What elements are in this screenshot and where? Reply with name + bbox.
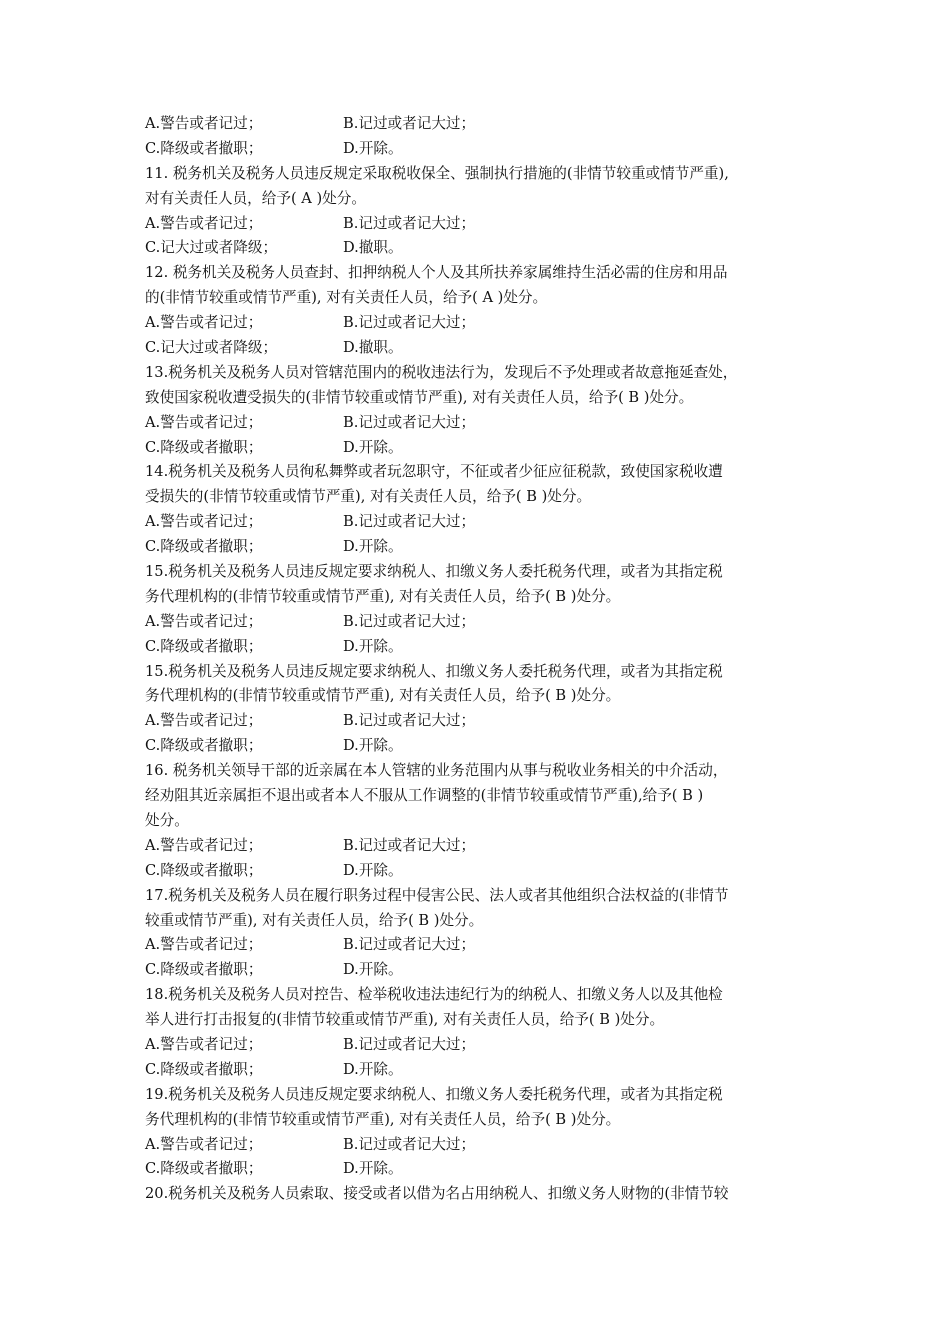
question-text-line: 11. 税务机关及税务人员违反规定采取税收保全、强制执行措施的(非情节较重或情节严重), [145,164,729,182]
question-list [145,162,810,1183]
option-c: C.记大过或者降级； [145,339,278,357]
option-c: C.降级或者撤职； [145,139,263,157]
question-block [145,162,810,262]
question-text-line: 对有关责任人员，给予( A )处分。 [145,189,366,207]
question-text-line: 12. 税务机关及税务人员查封、扣押纳税人个人及其所扶养家属维持生活必需的住房和用品 [145,264,728,282]
option-c: C.降级或者撤职； [145,438,263,456]
option-d: D.开除。 [343,139,403,157]
question-block [145,884,810,984]
option-a: A.警告或者记过； [145,712,263,730]
question-text-line: 19.税务机关及税务人员违反规定要求纳税人、扣缴义务人委托税务代理，或者为其指定税 [145,1085,723,1103]
option-a: A.警告或者记过； [145,115,263,132]
question-text-line: 举人进行打击报复的(非情节较重或情节严重), 对有关责任人员，给予( B )处分。 [145,1011,665,1029]
options-row-ab [145,709,810,734]
options-row-cd [145,535,810,560]
options-row-ab [145,411,810,436]
question-block [145,983,810,1083]
options-row-ab [145,1133,810,1158]
option-a: A.警告或者记过； [145,1035,263,1053]
question-block [145,660,810,760]
options-row-cd [145,635,810,660]
option-b: B.记过或者记大过； [343,314,476,332]
option-d: D.开除。 [343,1160,403,1178]
question-text-line: 14.税务机关及税务人员徇私舞弊或者玩忽职守，不征或者少征应征税款，致使国家税收遭 [145,463,723,481]
question-block [145,560,810,660]
question-text-line: 经劝阻其近亲属拒不退出或者本人不服从工作调整的(非情节较重或情节严重),给予( B ) [145,787,704,805]
option-d: D.开除。 [343,438,403,456]
question-block [145,460,810,560]
question-text-line: 务代理机构的(非情节较重或情节严重), 对有关责任人员，给予( B )处分。 [145,1110,621,1128]
question-text-line: 18.税务机关及税务人员对控告、检举税收违法违纪行为的纳税人、扣缴义务人以及其他检 [145,986,723,1004]
options-row-cd [145,336,810,361]
option-b: B.记过或者记大过； [343,413,476,431]
option-a: A.警告或者记过； [145,612,263,630]
question-text-line: 受损失的(非情节较重或情节严重), 对有关责任人员，给予( B )处分。 [145,488,592,506]
options-row-cd [145,958,810,983]
option-c: C.降级或者撤职； [145,861,263,879]
question-text-line: 17.税务机关及税务人员在履行职务过程中侵害公民、法人或者其他组织合法权益的(非情节 [145,886,729,904]
option-c: C.降级或者撤职； [145,1060,263,1078]
option-c: C.降级或者撤职； [145,538,263,556]
options-row-cd [145,859,810,884]
options-row-ab [145,610,810,635]
option-a: A.警告或者记过； [145,836,263,854]
option-d: D.开除。 [343,861,403,879]
option-c: C.降级或者撤职； [145,961,263,979]
options-row-cd [145,436,810,461]
option-b: B.记过或者记大过； [343,214,476,232]
question-block [145,1083,810,1183]
question-block [145,361,810,461]
question-text-line: 较重或情节严重), 对有关责任人员，给予( B )处分。 [145,911,484,929]
options-row-ab [145,311,810,336]
question-text-line: 务代理机构的(非情节较重或情节严重), 对有关责任人员，给予( B )处分。 [145,587,621,605]
options-row-cd [145,236,810,261]
option-a: A.警告或者记过； [145,214,263,232]
options-row-ab [145,112,810,137]
option-b: B.记过或者记大过； [343,115,476,132]
option-b: B.记过或者记大过； [343,936,476,954]
option-a: A.警告或者记过； [145,1135,263,1153]
option-c: C.降级或者撤职； [145,1160,263,1178]
option-b: B.记过或者记大过； [343,513,476,531]
question-text-line: 15.税务机关及税务人员违反规定要求纳税人、扣缴义务人委托税务代理，或者为其指定税 [145,563,723,581]
options-row-ab [145,834,810,859]
question-text-line: 13.税务机关及税务人员对管辖范围内的税收违法行为，发现后不予处理或者故意拖延查处， [145,363,738,381]
option-b: B.记过或者记大过； [343,1035,476,1053]
options-row-ab [145,1033,810,1058]
option-a: A.警告或者记过； [145,314,263,332]
question-text-line: 处分。 [145,811,189,829]
option-b: B.记过或者记大过； [343,712,476,730]
option-c: C.记大过或者降级； [145,239,278,257]
option-d: D.开除。 [343,1060,403,1078]
option-b: B.记过或者记大过； [343,1135,476,1153]
question-text-line: 务代理机构的(非情节较重或情节严重), 对有关责任人员，给予( B )处分。 [145,687,621,705]
options-row-cd [145,1058,810,1083]
option-d: D.开除。 [343,737,403,755]
option-a: A.警告或者记过； [145,413,263,431]
option-d: D.撤职。 [343,339,403,357]
option-b: B.记过或者记大过； [343,612,476,630]
options-row-cd [145,1157,810,1182]
options-row-ab [145,212,810,237]
option-a: A.警告或者记过； [145,513,263,531]
question-text-line: 15.税务机关及税务人员违反规定要求纳税人、扣缴义务人委托税务代理，或者为其指定税 [145,662,723,680]
question-block [145,261,810,361]
option-d: D.开除。 [343,637,403,655]
option-d: D.撤职。 [343,239,403,257]
option-c: C.降级或者撤职； [145,637,263,655]
question-text-line: 的(非情节较重或情节严重), 对有关责任人员，给予( A )处分。 [145,289,548,307]
question-text-line: 16. 税务机关领导干部的近亲属在本人管辖的业务范围内从事与税收业务相关的中介活动， [145,762,728,780]
options-row-cd [145,137,810,162]
options-row-cd [145,734,810,759]
document-page [145,112,810,1207]
question-20-text: 20.税务机关及税务人员索取、接受或者以借为名占用纳税人、扣缴义务人财物的(非情节较 [145,1185,729,1203]
options-row-ab [145,933,810,958]
option-b: B.记过或者记大过； [343,836,476,854]
option-c: C.降级或者撤职； [145,737,263,755]
option-d: D.开除。 [343,538,403,556]
options-row-ab [145,510,810,535]
option-a: A.警告或者记过； [145,936,263,954]
question-text-line: 致使国家税收遭受损失的(非情节较重或情节严重), 对有关责任人员，给予( B )处分。 [145,388,694,406]
question-block [145,759,810,883]
option-d: D.开除。 [343,961,403,979]
